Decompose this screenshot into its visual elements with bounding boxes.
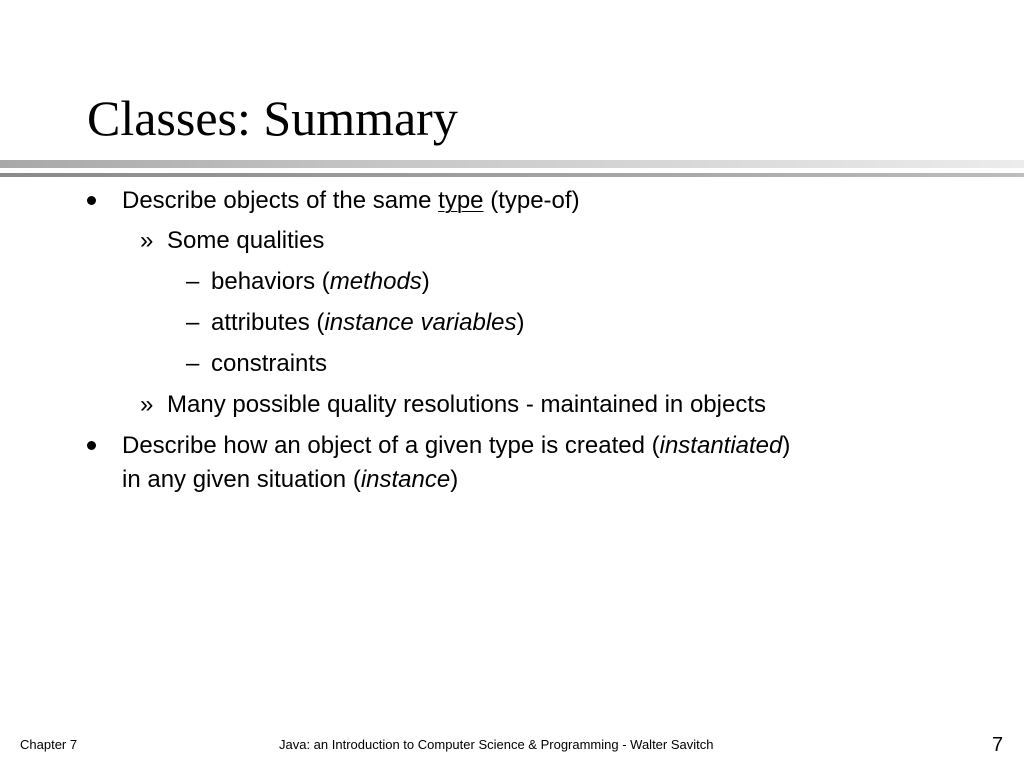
slide-title: Classes: Summary [87, 90, 458, 146]
page-number: 7 [992, 734, 1004, 756]
title-divider-dark [0, 173, 1024, 177]
dash-marker: – [186, 268, 200, 295]
sub-bullet-marker: » [140, 227, 154, 254]
bullet-dot-icon [87, 441, 96, 450]
sub-bullet-resolutions: Many possible quality resolutions - maintained in objects [167, 391, 766, 418]
dash-behaviors: behaviors (methods) [211, 268, 430, 295]
dash-attributes: attributes (instance variables) [211, 309, 525, 336]
bullet-dot-icon [87, 196, 96, 205]
sub-bullet-marker: » [140, 391, 154, 418]
sub-bullet-some-qualities: Some qualities [167, 227, 325, 254]
bullet-describe-creation-line1: Describe how an object of a given type is created (instantiated) [122, 432, 791, 459]
dash-marker: – [186, 350, 200, 377]
title-divider-light [0, 160, 1024, 168]
bullet-describe-creation-line2: in any given situation (instance) [122, 466, 459, 493]
footer-book-title: Java: an Introduction to Computer Science & Programming - Walter Savitch [279, 737, 714, 752]
dash-constraints: constraints [211, 350, 328, 377]
footer-chapter: Chapter 7 [20, 737, 78, 752]
bullet-describe-objects: Describe objects of the same type (type-of) [122, 187, 580, 214]
dash-marker: – [186, 309, 200, 336]
type-term: type [438, 187, 484, 214]
